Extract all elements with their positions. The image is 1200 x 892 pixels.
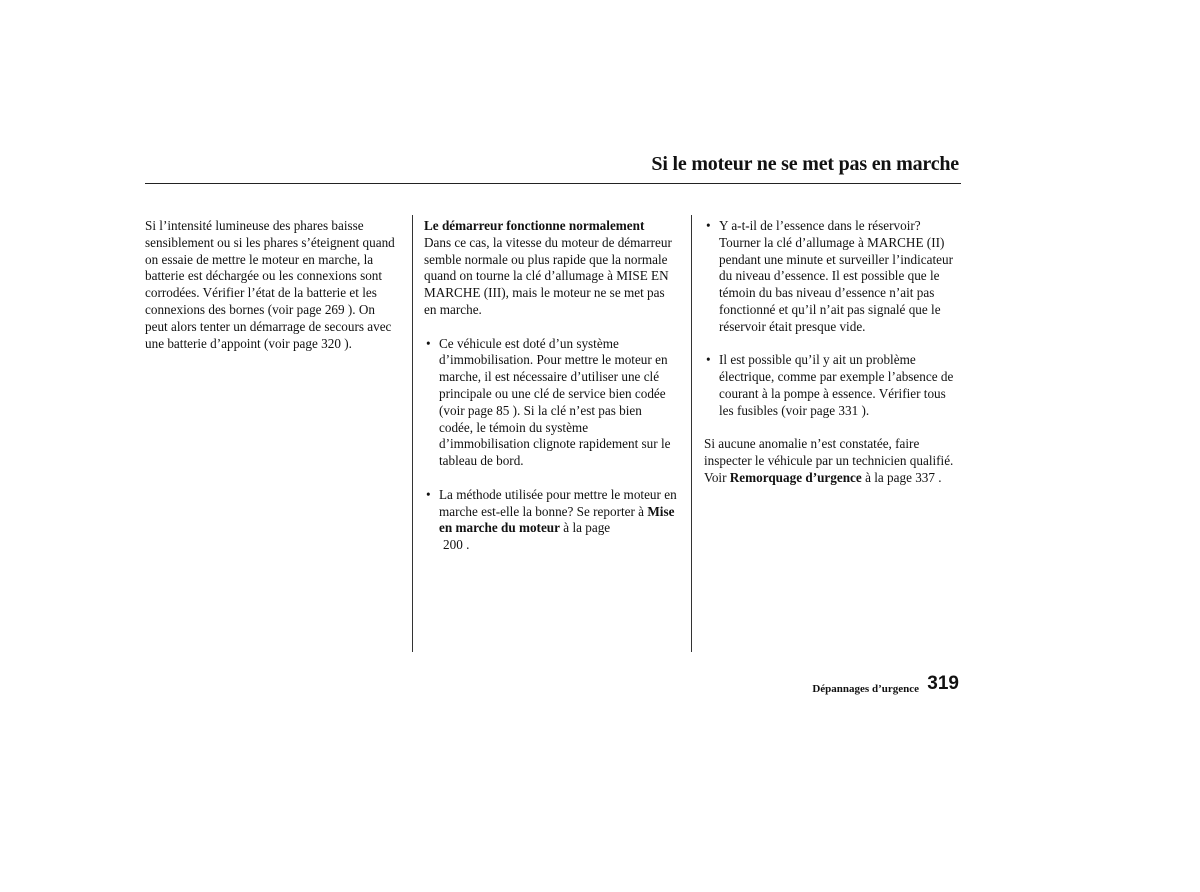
bullet-icon: • (426, 486, 431, 502)
closing-paragraph: Si aucune anomalie n’est constatée, faire inspecter le véhicule par un technicien qualifié. Voir Remorquage d’urgence à la page 337 . (704, 436, 954, 485)
list-item: • La méthode utilisée pour mettre le moteur en marche est-elle la bonne? Se reporter à Mise en marche du moteur à la page 200 . (426, 486, 677, 553)
page-number: 319 (927, 673, 959, 694)
fuel-check-text: Y a-t-il de l’essence dans le réservoir? Tourner la clé d’allumage à MARCHE (II) pendant une minute et surveiller l’indicateur du niveau d’essence. Il est possible que le témoin du bas niveau d’essence n’ait pas fonctionné et qu’il n’ait pas signalé que le réservoir était presque vide. (719, 218, 953, 334)
list-item (424, 336, 679, 470)
electrical-check-text: Il est possible qu’il y ait un problème électrique, comme par exemple l’absence de courant à la pompe à essence. Vérifier tous les fusibles (voir page 331 ). (719, 352, 954, 418)
immobilizer-text: Ce véhicule est doté d’un système d’immobilisation. Pour mettre le moteur en marche, il est nécessaire d’utiliser une clé principale ou une clé de service bien codée (voir page 85 ). Si la clé n’est pas bien codée, le témoin du système d’immobilisation clignote rapidement sur le tableau de bord. (439, 335, 671, 469)
header-rule (145, 183, 961, 184)
intro-paragraph: Dans ce cas, la vitesse du moteur de démarreur semble normale ou plus rapide que la normale quand on tourne la clé d’allumage à MISE EN MARCHE (III), mais le moteur ne se met pas en marche. (424, 234, 672, 317)
page-reference: 200 . (443, 537, 470, 553)
emergency-towing-link[interactable]: Remorquage d’urgence (729, 469, 862, 485)
section-heading: Le démarreur fonctionne normalement (424, 218, 645, 233)
page-title: Si le moteur ne se met pas en marche (651, 153, 959, 175)
list-item (704, 352, 960, 419)
column-divider-1 (412, 215, 413, 652)
starting-engine-link[interactable]: Mise en marche du moteur (439, 503, 675, 536)
footer-section-name: Dépannages d’urgence (812, 683, 919, 695)
bullet-icon: • (706, 352, 711, 368)
column-divider-2 (691, 215, 692, 652)
list-item (704, 218, 960, 336)
column-3 (704, 218, 960, 487)
column-2 (424, 218, 679, 554)
bullet-icon: • (706, 218, 711, 233)
bullet-icon: • (426, 335, 431, 351)
column-1 (145, 218, 398, 352)
battery-paragraph: Si l’intensité lumineuse des phares baisse sensiblement ou si les phares s’éteignent quand on essaie de mettre le moteur en marche, la batterie est déchargée ou les connexions sont corrodées. Vérifier l’état de la batterie et les connexions des bornes (voir page 269 ). On peut alors tenter un démarrage de secours avec une batterie d’appoint (voir page 320 ). (145, 218, 395, 351)
